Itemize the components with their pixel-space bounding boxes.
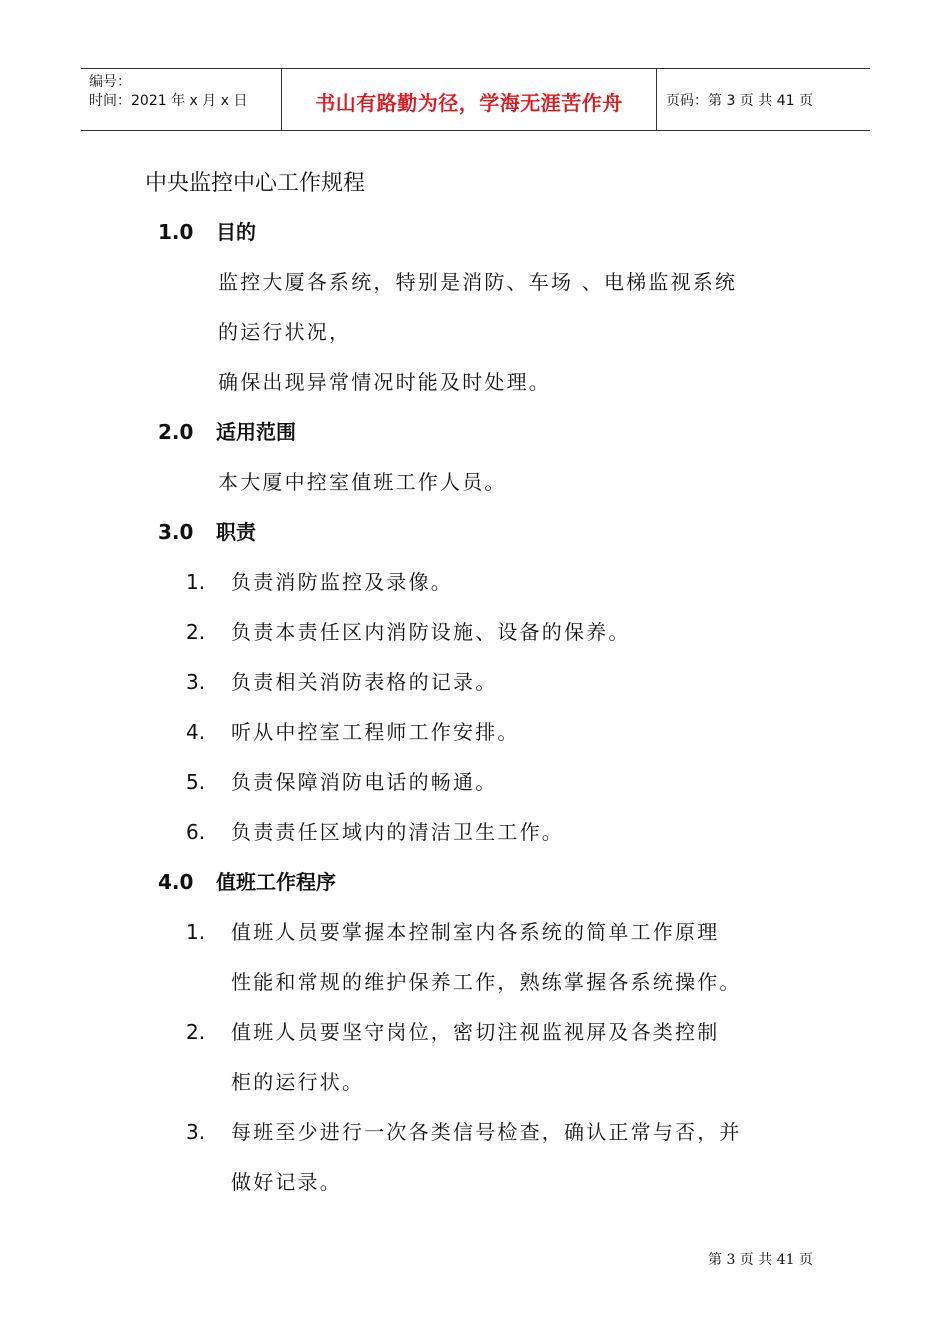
paragraph-line: 监控大厦各系统，特别是消防、车场 、电梯监视系统 <box>218 270 738 294</box>
list-item <box>186 716 520 745</box>
section-number: 4.0 <box>158 870 194 894</box>
header-info-cell <box>81 69 281 130</box>
list-item-continuation: 做好记录。 <box>231 1170 342 1194</box>
list-number: 2. <box>186 620 206 644</box>
section-title: 目的 <box>216 220 256 244</box>
document-title: 中央监控中心工作规程 <box>145 171 366 196</box>
page-header <box>81 68 870 131</box>
list-number: 5. <box>186 770 206 794</box>
list-item <box>186 566 453 595</box>
list-item <box>186 1016 719 1045</box>
list-text: 值班人员要掌握本控制室内各系统的简单工作原理 <box>231 920 720 944</box>
header-page-number: 页码：第 3 页 共 41 页 <box>666 93 813 109</box>
list-item-continuation: 性能和常规的维护保养工作，熟练掌握各系统操作。 <box>231 970 742 994</box>
header-motto-cell <box>281 69 657 130</box>
section-heading-purpose <box>158 216 256 245</box>
list-number: 1. <box>186 920 206 944</box>
list-number: 3. <box>186 670 206 694</box>
list-text: 负责本责任区内消防设施、设备的保养。 <box>231 620 631 644</box>
serial-number-label: 编号： <box>89 74 131 90</box>
list-text: 负责保障消防电话的畅通。 <box>231 770 498 794</box>
section-number: 2.0 <box>158 420 194 444</box>
list-text: 听从中控室工程师工作安排。 <box>231 720 520 744</box>
paragraph-line: 的运行状况， <box>218 320 352 344</box>
list-text: 负责责任区域内的清洁卫生工作。 <box>231 820 564 844</box>
list-number: 6. <box>186 820 206 844</box>
list-text: 值班人员要坚守岗位，密切注视监视屏及各类控制 <box>231 1020 720 1044</box>
list-item <box>186 916 719 945</box>
list-item-continuation: 柜的运行状。 <box>231 1070 365 1094</box>
list-item <box>186 816 564 845</box>
list-item <box>186 616 631 645</box>
section-number: 3.0 <box>158 520 194 544</box>
list-text: 负责消防监控及录像。 <box>231 570 453 594</box>
section-heading-duties <box>158 516 256 545</box>
section-title: 值班工作程序 <box>216 870 336 894</box>
paragraph-line: 本大厦中控室值班工作人员。 <box>218 470 507 494</box>
section-number: 1.0 <box>158 220 194 244</box>
list-number: 2. <box>186 1020 206 1044</box>
header-page-cell <box>656 69 870 130</box>
motto: 书山有路勤为径，学海无涯苦作舟 <box>315 91 623 115</box>
list-item <box>186 766 497 795</box>
list-number: 3. <box>186 1120 206 1144</box>
date-label: 时间：2021 年 x 月 x 日 <box>89 93 248 109</box>
section-heading-procedure <box>158 866 336 895</box>
list-item <box>186 1116 742 1145</box>
list-number: 1. <box>186 570 206 594</box>
list-text: 负责相关消防表格的记录。 <box>231 670 498 694</box>
section-heading-scope <box>158 416 296 445</box>
page-footer: 第 3 页 共 41 页 <box>708 1252 813 1268</box>
paragraph-line: 确保出现异常情况时能及时处理。 <box>218 370 551 394</box>
section-title: 职责 <box>216 520 256 544</box>
list-number: 4. <box>186 720 206 744</box>
list-item <box>186 666 497 695</box>
section-title: 适用范围 <box>216 420 296 444</box>
list-text: 每班至少进行一次各类信号检查，确认正常与否，并 <box>231 1120 742 1144</box>
